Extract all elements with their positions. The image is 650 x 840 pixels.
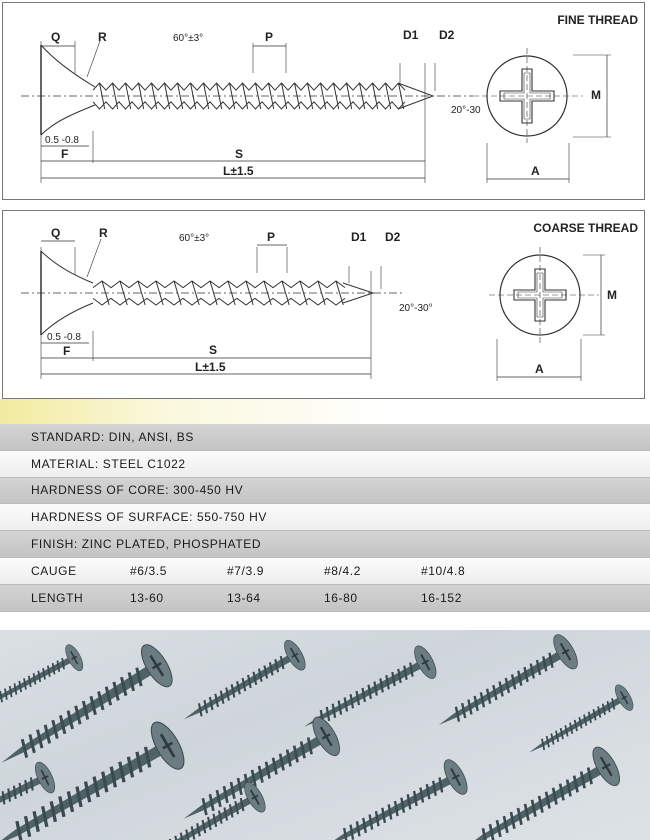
screw-shape bbox=[0, 717, 190, 840]
spec-row-standard bbox=[0, 424, 650, 451]
spec-finish: FINISH: ZINC PLATED, PHOSPHATED bbox=[31, 537, 262, 552]
screw-shape bbox=[522, 682, 637, 765]
specification-table bbox=[0, 424, 650, 612]
length-value: 16-152 bbox=[421, 590, 462, 605]
spec-row-finish bbox=[0, 531, 650, 558]
fine-thread-drawing bbox=[3, 3, 644, 199]
spec-row-material bbox=[0, 451, 650, 478]
coarse-thread-diagram bbox=[2, 210, 645, 399]
spec-row-hardness-surface bbox=[0, 504, 650, 531]
label-d1: D1 bbox=[403, 28, 419, 42]
label-r: R bbox=[98, 30, 107, 44]
spec-row-length bbox=[0, 585, 650, 612]
spec-row-gauge bbox=[0, 558, 650, 585]
screw-shape bbox=[176, 637, 310, 734]
label-l: L±1.5 bbox=[223, 164, 254, 178]
accent-band bbox=[0, 399, 650, 424]
screw-shape bbox=[173, 713, 345, 837]
label-tip-angle: 20°-30 bbox=[451, 105, 481, 116]
length-value: 16-80 bbox=[324, 590, 358, 605]
label-s: S bbox=[209, 343, 218, 357]
label-r: R bbox=[99, 226, 108, 240]
label-m: M bbox=[607, 288, 617, 302]
spec-hardness-surface: HARDNESS OF SURFACE: 550-750 HV bbox=[31, 510, 268, 525]
length-value: 13-60 bbox=[130, 590, 164, 605]
coarse-thread-drawing bbox=[3, 211, 644, 398]
label-a: A bbox=[535, 362, 544, 376]
label-s: S bbox=[235, 147, 244, 161]
label-d1: D1 bbox=[351, 230, 367, 244]
screw-shape bbox=[0, 640, 178, 783]
label-f: F bbox=[63, 344, 71, 358]
label-p: P bbox=[267, 230, 276, 244]
label-tip-angle: 20°-30° bbox=[399, 303, 433, 314]
screws-photo bbox=[0, 630, 650, 840]
label-d2: D2 bbox=[385, 230, 401, 244]
spec-standard: STANDARD: DIN, ANSI, BS bbox=[31, 429, 194, 444]
fine-thread-diagram bbox=[2, 2, 645, 200]
diagram-title: COARSE THREAD bbox=[533, 221, 638, 235]
label-angle: 60°±3° bbox=[173, 33, 204, 44]
screw-shape bbox=[429, 631, 582, 741]
gauge-value: #7/3.9 bbox=[227, 563, 264, 578]
label-f: F bbox=[61, 147, 69, 161]
label-q: Q bbox=[51, 226, 61, 240]
length-label: LENGTH bbox=[31, 590, 84, 605]
screw-shape bbox=[0, 642, 86, 722]
label-a: A bbox=[531, 164, 540, 178]
gauge-value: #10/4.8 bbox=[421, 563, 466, 578]
gauge-value: #8/4.2 bbox=[324, 563, 361, 578]
label-offset: 0.5 -0.8 bbox=[47, 332, 81, 343]
label-d2: D2 bbox=[439, 28, 455, 42]
label-m: M bbox=[591, 88, 601, 102]
diagram-title: FINE THREAD bbox=[557, 13, 638, 27]
spec-hardness-core: HARDNESS OF CORE: 300-450 HV bbox=[31, 483, 244, 498]
gauge-value: #6/3.5 bbox=[130, 563, 167, 578]
screws-illustration bbox=[0, 630, 650, 840]
label-q: Q bbox=[51, 30, 61, 44]
gauge-label: CAUGE bbox=[31, 563, 77, 578]
screw-shape bbox=[453, 743, 625, 840]
spec-material: MATERIAL: STEEL C1022 bbox=[31, 456, 186, 471]
label-offset: 0.5 -0.8 bbox=[45, 135, 79, 146]
label-p: P bbox=[265, 30, 274, 44]
spec-row-hardness-core bbox=[0, 478, 650, 505]
label-l: L±1.5 bbox=[195, 360, 226, 374]
label-angle: 60°±3° bbox=[179, 233, 210, 244]
length-value: 13-64 bbox=[227, 590, 261, 605]
screw-shape bbox=[317, 756, 471, 840]
